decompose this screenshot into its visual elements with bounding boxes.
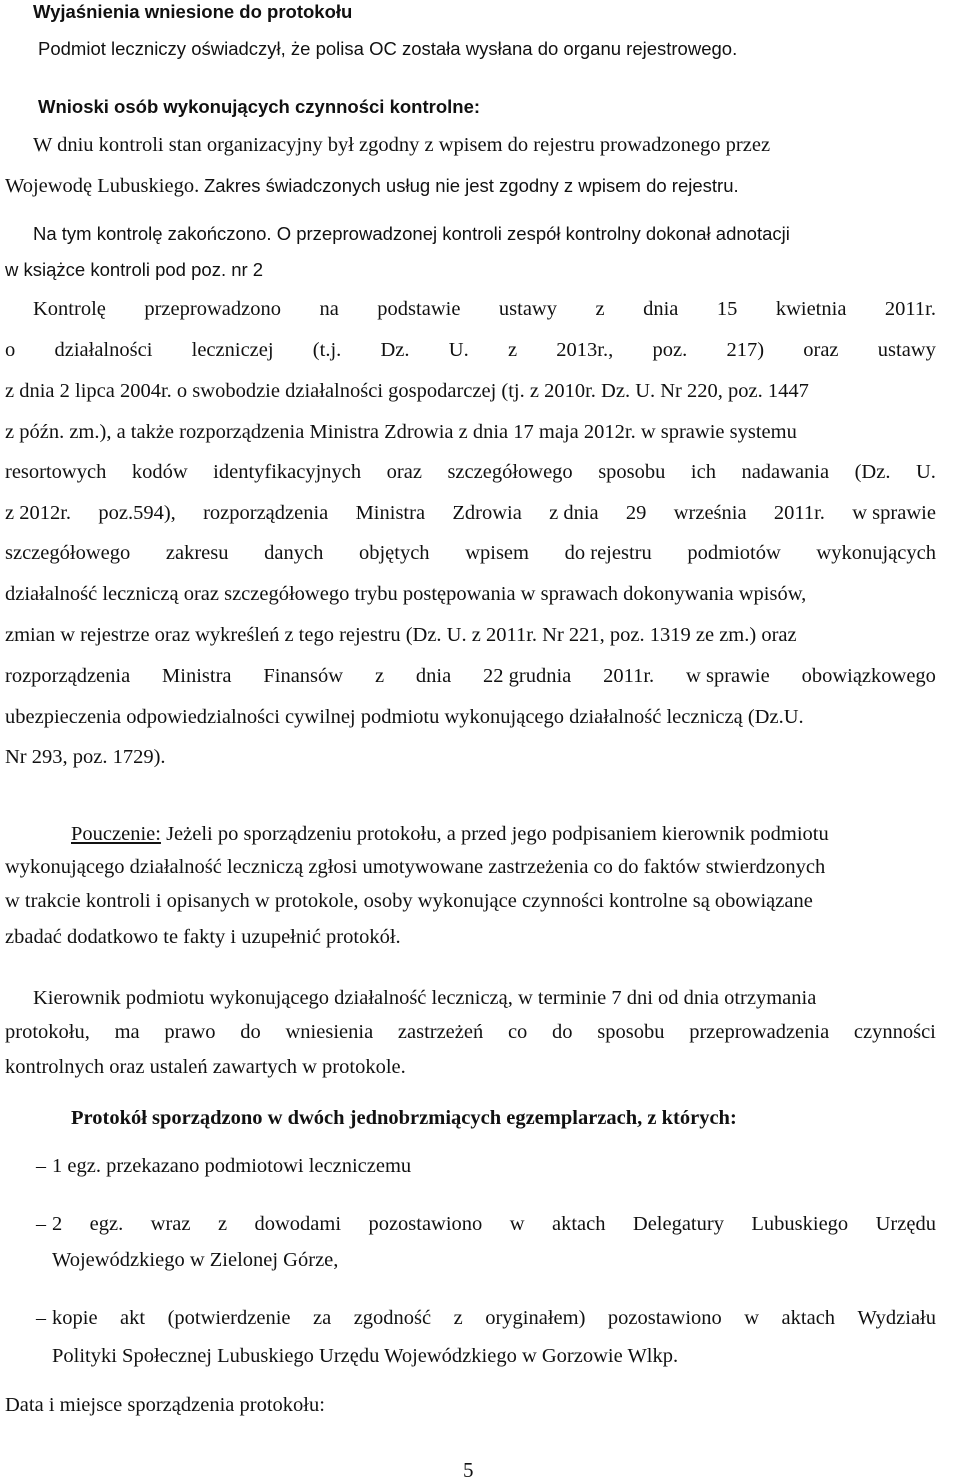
- word: zakresu: [165, 542, 229, 564]
- legal-basis-line-7: [5, 541, 936, 565]
- word: leczniczej: [191, 339, 274, 361]
- copies-item-2-line-2: Wojewódzkiego w Zielonej Górze,: [52, 1249, 339, 1271]
- word: poz.594),: [98, 502, 176, 524]
- legal-basis-line-1: [33, 297, 936, 321]
- list-dash: –: [36, 1307, 46, 1329]
- word: obowiązkowego: [801, 665, 936, 687]
- explanations-statement: Podmiot leczniczy oświadczył, że polisa OC została wysłana do organu rejestrowego.: [38, 38, 738, 59]
- copies-heading: Protokół sporządzono w dwóch jednobrzmiących egzemplarzach, z których:: [71, 1107, 737, 1129]
- word: kodów: [131, 461, 188, 483]
- word: objętych: [358, 542, 430, 564]
- page-number: 5: [463, 1458, 474, 1482]
- conclusions-heading: Wnioski osób wykonujących czynności kontrolne:: [38, 96, 481, 117]
- legal-basis-line-12: Nr 293, poz. 1729).: [5, 746, 166, 768]
- copies-item-3-line-2: Polityki Społecznej Lubuskiego Urzędu Wojewódzkiego w Gorzowie Wlkp.: [52, 1345, 679, 1367]
- word: prawo: [164, 1021, 216, 1043]
- word: Kontrolę: [33, 298, 106, 320]
- word: oraz: [386, 461, 422, 483]
- word: ma: [114, 1021, 140, 1043]
- word: w: [744, 1307, 760, 1329]
- word: 217): [726, 339, 765, 361]
- word: oraz: [803, 339, 839, 361]
- word: Lubuskiego: [751, 1213, 849, 1235]
- word: wniesienia: [285, 1021, 374, 1043]
- word: Ministra: [355, 502, 426, 524]
- word: Dz.: [380, 339, 410, 361]
- manager-right-line-3: kontrolnych oraz ustaleń zawartych w protokole.: [5, 1056, 406, 1078]
- word: Finansów: [263, 665, 344, 687]
- word: poz.: [652, 339, 688, 361]
- word: szczegółowego: [5, 542, 131, 564]
- word: z dnia: [549, 502, 599, 524]
- word: rozporządzenia: [5, 665, 131, 687]
- word: akt: [120, 1307, 146, 1329]
- legal-basis-line-2: [5, 338, 936, 362]
- word: września: [673, 502, 747, 524]
- explanations-heading: Wyjaśnienia wniesione do protokołu: [33, 1, 353, 22]
- word: 2011r.: [884, 298, 936, 320]
- word: podstawie: [377, 298, 461, 320]
- word: aktach: [551, 1213, 606, 1235]
- word: w sprawie: [852, 502, 936, 524]
- copies-item-1: 1 egz. przekazano podmiotowi leczniczemu: [52, 1155, 412, 1177]
- word: czynności: [853, 1021, 936, 1043]
- word: za: [313, 1307, 332, 1329]
- word: o: [5, 339, 16, 361]
- word: nadawania: [741, 461, 830, 483]
- word: z: [217, 1213, 228, 1235]
- word: protokołu,: [5, 1021, 90, 1043]
- word: sposobu: [598, 461, 666, 483]
- instruction-line-1-rest: Jeżeli po sporządzeniu protokołu, a przed jego podpisaniem kierownik podmiotu: [160, 823, 829, 845]
- word: ustawy: [498, 298, 557, 320]
- word: z: [507, 339, 518, 361]
- word: Urzędu: [875, 1213, 936, 1235]
- word: wraz: [150, 1213, 191, 1235]
- legal-basis-line-10: [5, 664, 936, 688]
- word: (potwierdzenie: [167, 1307, 291, 1329]
- word: 2011r.: [773, 502, 825, 524]
- word: wpisem: [465, 542, 529, 564]
- word: resortowych: [5, 461, 107, 483]
- word: kopie: [52, 1307, 98, 1329]
- instruction-label: Pouczenie:: [71, 823, 161, 845]
- instruction-line-2: wykonującego działalność leczniczą zgłosi umotywowane zastrzeżenia co do faktów stwierdzonych: [5, 856, 826, 878]
- word: dnia: [643, 298, 679, 320]
- conclusions-line-4: w książce kontroli pod poz. nr 2: [5, 259, 264, 280]
- list-dash: –: [36, 1155, 46, 1177]
- legal-basis-line-6: [5, 501, 936, 525]
- instruction-line-1: [71, 822, 829, 846]
- word: 2013r.,: [556, 339, 614, 361]
- word: zgodność: [353, 1307, 432, 1329]
- word: z: [374, 665, 385, 687]
- legal-basis-line-4: z późn. zm.), a także rozporządzenia Ministra Zdrowia z dnia 17 maja 2012r. w sprawie systemu: [5, 421, 797, 443]
- word: oryginałem): [485, 1307, 586, 1329]
- word: U.: [915, 461, 936, 483]
- word: w sprawie: [686, 665, 770, 687]
- word: na: [319, 298, 339, 320]
- word: Wydziału: [857, 1307, 936, 1329]
- instruction-line-3: w trakcie kontroli i opisanych w protokole, osoby wykonujące czynności kontrolne są obowiązane: [5, 890, 813, 912]
- manager-right-line-1: Kierownik podmiotu wykonującego działalność leczniczą, w terminie 7 dni od dnia otrzymania: [33, 987, 817, 1009]
- word: przeprowadzono: [144, 298, 281, 320]
- word: podmiotów: [687, 542, 781, 564]
- word: dnia: [415, 665, 452, 687]
- word: sposobu: [597, 1021, 665, 1043]
- word: z: [595, 298, 605, 320]
- word: 2: [52, 1213, 63, 1235]
- word: rozporządzenia: [203, 502, 329, 524]
- conclusions-line-3: Na tym kontrolę zakończono. O przeprowadzonej kontroli zespół kontrolny dokonał adnotacji: [33, 223, 790, 244]
- legal-basis-line-8: działalność leczniczą oraz szczegółowego trybu postępowania w sprawach dokonywania wpisów,: [5, 583, 807, 605]
- word: (Dz.: [854, 461, 891, 483]
- conclusions-line-2a: Wojewodę Lubuskiego.: [5, 175, 200, 197]
- word: z 2012r.: [5, 502, 72, 524]
- word: 15: [716, 298, 738, 320]
- word: 22 grudnia: [483, 665, 572, 687]
- word: dowodami: [254, 1213, 342, 1235]
- conclusions-line-2: [5, 174, 739, 199]
- word: ustawy: [877, 339, 936, 361]
- word: Zdrowia: [452, 502, 522, 524]
- legal-basis-line-5: [5, 460, 936, 484]
- date-place-label: Data i miejsce sporządzenia protokołu:: [5, 1394, 325, 1416]
- word: identyfikacyjnych: [213, 461, 362, 483]
- manager-right-line-2: [5, 1020, 936, 1044]
- word: 2011r.: [603, 665, 655, 687]
- word: działalności: [54, 339, 153, 361]
- copies-item-2-line-1: [52, 1212, 936, 1236]
- list-dash: –: [36, 1213, 46, 1235]
- word: pozostawiono: [607, 1307, 722, 1329]
- legal-basis-line-11: ubezpieczenia odpowiedzialności cywilnej podmiotu wykonującego działalność leczniczą (Dz.U.: [5, 706, 804, 728]
- word: ich: [690, 461, 716, 483]
- word: co: [507, 1021, 528, 1043]
- conclusions-line-2b: Zakres świadczonych usług nie jest zgodny z wpisem do rejestru.: [203, 175, 739, 196]
- word: danych: [264, 542, 324, 564]
- word: pozostawiono: [368, 1213, 483, 1235]
- word: w: [509, 1213, 525, 1235]
- word: z: [453, 1307, 463, 1329]
- conclusions-line-1: W dniu kontroli stan organizacyjny był zgodny z wpisem do rejestru prowadzonego przez: [33, 134, 771, 156]
- word: szczegółowego: [447, 461, 573, 483]
- word: kwietnia: [775, 298, 847, 320]
- word: egz.: [89, 1213, 124, 1235]
- word: 29: [625, 502, 647, 524]
- word: U.: [448, 339, 469, 361]
- word: Ministra: [162, 665, 232, 687]
- word: do: [240, 1021, 261, 1043]
- word: do rejestru: [564, 542, 652, 564]
- instruction-line-4: zbadać dodatkowo te fakty i uzupełnić protokół.: [5, 926, 401, 948]
- word: wykonujących: [816, 542, 936, 564]
- legal-basis-line-9: zmian w rejestrze oraz wykreśleń z tego rejestru (Dz. U. z 2011r. Nr 221, poz. 1319 ze zm.) oraz: [5, 624, 797, 646]
- legal-basis-line-3: z dnia 2 lipca 2004r. o swobodzie działalności gospodarczej (tj. z 2010r. Dz. U. Nr 220, poz. 1447: [5, 380, 809, 402]
- word: aktach: [781, 1307, 836, 1329]
- word: (t.j.: [312, 339, 342, 361]
- word: Delegatury: [632, 1213, 724, 1235]
- word: do: [552, 1021, 573, 1043]
- word: przeprowadzenia: [689, 1021, 830, 1043]
- copies-item-3-line-1: [52, 1306, 936, 1330]
- word: zastrzeżeń: [397, 1021, 484, 1043]
